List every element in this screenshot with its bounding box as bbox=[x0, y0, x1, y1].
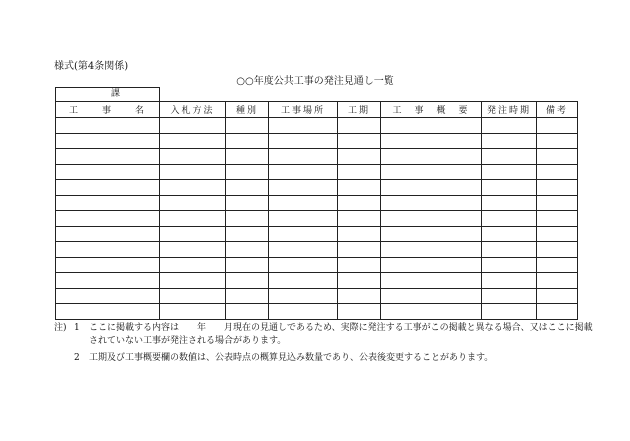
table-cell bbox=[537, 273, 578, 289]
table-cell bbox=[338, 226, 381, 242]
table-cell bbox=[381, 257, 482, 273]
table-cell bbox=[338, 211, 381, 227]
table-cell bbox=[482, 149, 537, 165]
notes-prefix: 注) bbox=[54, 323, 67, 333]
table-cell bbox=[482, 273, 537, 289]
table-cell bbox=[269, 257, 338, 273]
table-cell bbox=[269, 133, 338, 149]
table-cell bbox=[269, 180, 338, 196]
table-cell bbox=[338, 133, 381, 149]
table-row bbox=[56, 195, 578, 211]
table-cell bbox=[381, 288, 482, 304]
table-cell bbox=[537, 242, 578, 258]
table-cell bbox=[160, 288, 226, 304]
table-cell bbox=[160, 118, 226, 134]
note-number: 2 bbox=[74, 353, 80, 363]
table-row bbox=[56, 149, 578, 165]
col-header-bidding-method: 入札方法 bbox=[160, 102, 226, 118]
table-cell bbox=[381, 195, 482, 211]
table-cell bbox=[160, 133, 226, 149]
col-header-location: 工事場所 bbox=[269, 102, 338, 118]
table-cell bbox=[537, 288, 578, 304]
table-cell bbox=[381, 242, 482, 258]
col-header-remarks: 備考 bbox=[537, 102, 578, 118]
table-cell bbox=[56, 304, 160, 320]
table-cell bbox=[537, 304, 578, 320]
table-row bbox=[56, 242, 578, 258]
table-cell bbox=[482, 242, 537, 258]
table-header-row bbox=[56, 102, 578, 118]
table-cell bbox=[226, 242, 269, 258]
document-title: ○○年度公共工事の発注見通し一覧 bbox=[236, 76, 394, 87]
table-cell bbox=[56, 133, 160, 149]
table-cell bbox=[56, 242, 160, 258]
table-cell bbox=[381, 164, 482, 180]
table-cell bbox=[56, 257, 160, 273]
table-row bbox=[56, 288, 578, 304]
table-cell bbox=[381, 180, 482, 196]
table-row bbox=[56, 273, 578, 289]
table-cell bbox=[537, 211, 578, 227]
table-cell bbox=[160, 211, 226, 227]
table-cell bbox=[338, 164, 381, 180]
table-cell bbox=[537, 180, 578, 196]
table-cell bbox=[482, 226, 537, 242]
table-cell bbox=[226, 133, 269, 149]
table-cell bbox=[56, 288, 160, 304]
table-row bbox=[56, 133, 578, 149]
department-box bbox=[55, 87, 160, 101]
table-cell bbox=[226, 180, 269, 196]
table-row bbox=[56, 304, 578, 320]
table-cell bbox=[537, 257, 578, 273]
table-cell bbox=[160, 257, 226, 273]
table-cell bbox=[226, 226, 269, 242]
table-cell bbox=[160, 164, 226, 180]
table-cell bbox=[160, 273, 226, 289]
table-cell bbox=[160, 304, 226, 320]
note-item bbox=[54, 322, 594, 348]
department-label: 課 bbox=[111, 89, 121, 99]
table-cell bbox=[269, 149, 338, 165]
table-cell bbox=[338, 288, 381, 304]
table-cell bbox=[56, 180, 160, 196]
table-row bbox=[56, 211, 578, 227]
table-cell bbox=[269, 273, 338, 289]
table-cell bbox=[56, 226, 160, 242]
table-cell bbox=[269, 226, 338, 242]
table-cell bbox=[537, 226, 578, 242]
table-cell bbox=[269, 242, 338, 258]
table-cell bbox=[381, 133, 482, 149]
table-cell bbox=[482, 164, 537, 180]
col-header-project-name: 工 事 名 bbox=[56, 102, 160, 118]
table-cell bbox=[338, 118, 381, 134]
table-cell bbox=[226, 273, 269, 289]
table-cell bbox=[269, 195, 338, 211]
col-header-period: 工期 bbox=[338, 102, 381, 118]
table-cell bbox=[269, 288, 338, 304]
table-cell bbox=[482, 180, 537, 196]
table-cell bbox=[537, 118, 578, 134]
col-header-type: 種別 bbox=[226, 102, 269, 118]
table-cell bbox=[338, 304, 381, 320]
table-row bbox=[56, 180, 578, 196]
table-cell bbox=[537, 149, 578, 165]
table-body bbox=[56, 118, 578, 320]
table-cell bbox=[160, 180, 226, 196]
table-cell bbox=[56, 211, 160, 227]
table-cell bbox=[482, 257, 537, 273]
table-cell bbox=[226, 288, 269, 304]
table-cell bbox=[338, 149, 381, 165]
table-cell bbox=[381, 149, 482, 165]
table-cell bbox=[338, 195, 381, 211]
table-cell bbox=[537, 133, 578, 149]
table-cell bbox=[269, 304, 338, 320]
table-cell bbox=[160, 149, 226, 165]
table-cell bbox=[482, 304, 537, 320]
table-cell bbox=[482, 118, 537, 134]
form-label: 様式(第4条関係) bbox=[54, 61, 129, 72]
table-cell bbox=[56, 195, 160, 211]
table-cell bbox=[338, 180, 381, 196]
table-cell bbox=[56, 164, 160, 180]
table-cell bbox=[537, 164, 578, 180]
col-header-order-timing: 発注時期 bbox=[482, 102, 537, 118]
table-cell bbox=[381, 226, 482, 242]
procurement-outlook-table bbox=[55, 101, 578, 320]
table-cell bbox=[56, 118, 160, 134]
table-cell bbox=[226, 211, 269, 227]
table-cell bbox=[269, 164, 338, 180]
table-row bbox=[56, 257, 578, 273]
note-item bbox=[54, 352, 594, 365]
table-cell bbox=[269, 211, 338, 227]
table-cell bbox=[226, 149, 269, 165]
table-cell bbox=[482, 195, 537, 211]
table-cell bbox=[226, 118, 269, 134]
table-cell bbox=[482, 288, 537, 304]
note-text: ここに掲載する内容は 年 月現在の見通しであるため、実際に発注する工事がこの掲載と異なる場合、又はここに掲載されていない工事が発注される場合があります。 bbox=[89, 323, 593, 346]
table-cell bbox=[226, 195, 269, 211]
table-cell bbox=[160, 242, 226, 258]
table-row bbox=[56, 118, 578, 134]
table-cell bbox=[537, 195, 578, 211]
table-cell bbox=[56, 273, 160, 289]
table-cell bbox=[226, 257, 269, 273]
notes-section bbox=[54, 322, 594, 365]
table-cell bbox=[381, 273, 482, 289]
table-cell bbox=[381, 304, 482, 320]
col-header-summary: 工 事 概 要 bbox=[381, 102, 482, 118]
table-cell bbox=[269, 118, 338, 134]
table-cell bbox=[338, 257, 381, 273]
note-number: 1 bbox=[74, 323, 80, 333]
table-cell bbox=[482, 211, 537, 227]
table-cell bbox=[381, 211, 482, 227]
table-row bbox=[56, 226, 578, 242]
table-cell bbox=[160, 195, 226, 211]
table-cell bbox=[482, 133, 537, 149]
table-cell bbox=[226, 164, 269, 180]
table-cell bbox=[226, 304, 269, 320]
table-cell bbox=[338, 242, 381, 258]
table-cell bbox=[338, 273, 381, 289]
table-cell bbox=[160, 226, 226, 242]
table-cell bbox=[56, 149, 160, 165]
table-row bbox=[56, 164, 578, 180]
table-cell bbox=[381, 118, 482, 134]
note-text: 工期及び工事概要欄の数値は、公表時点の概算見込み数量であり、公表後変更することがあります。 bbox=[89, 353, 494, 363]
